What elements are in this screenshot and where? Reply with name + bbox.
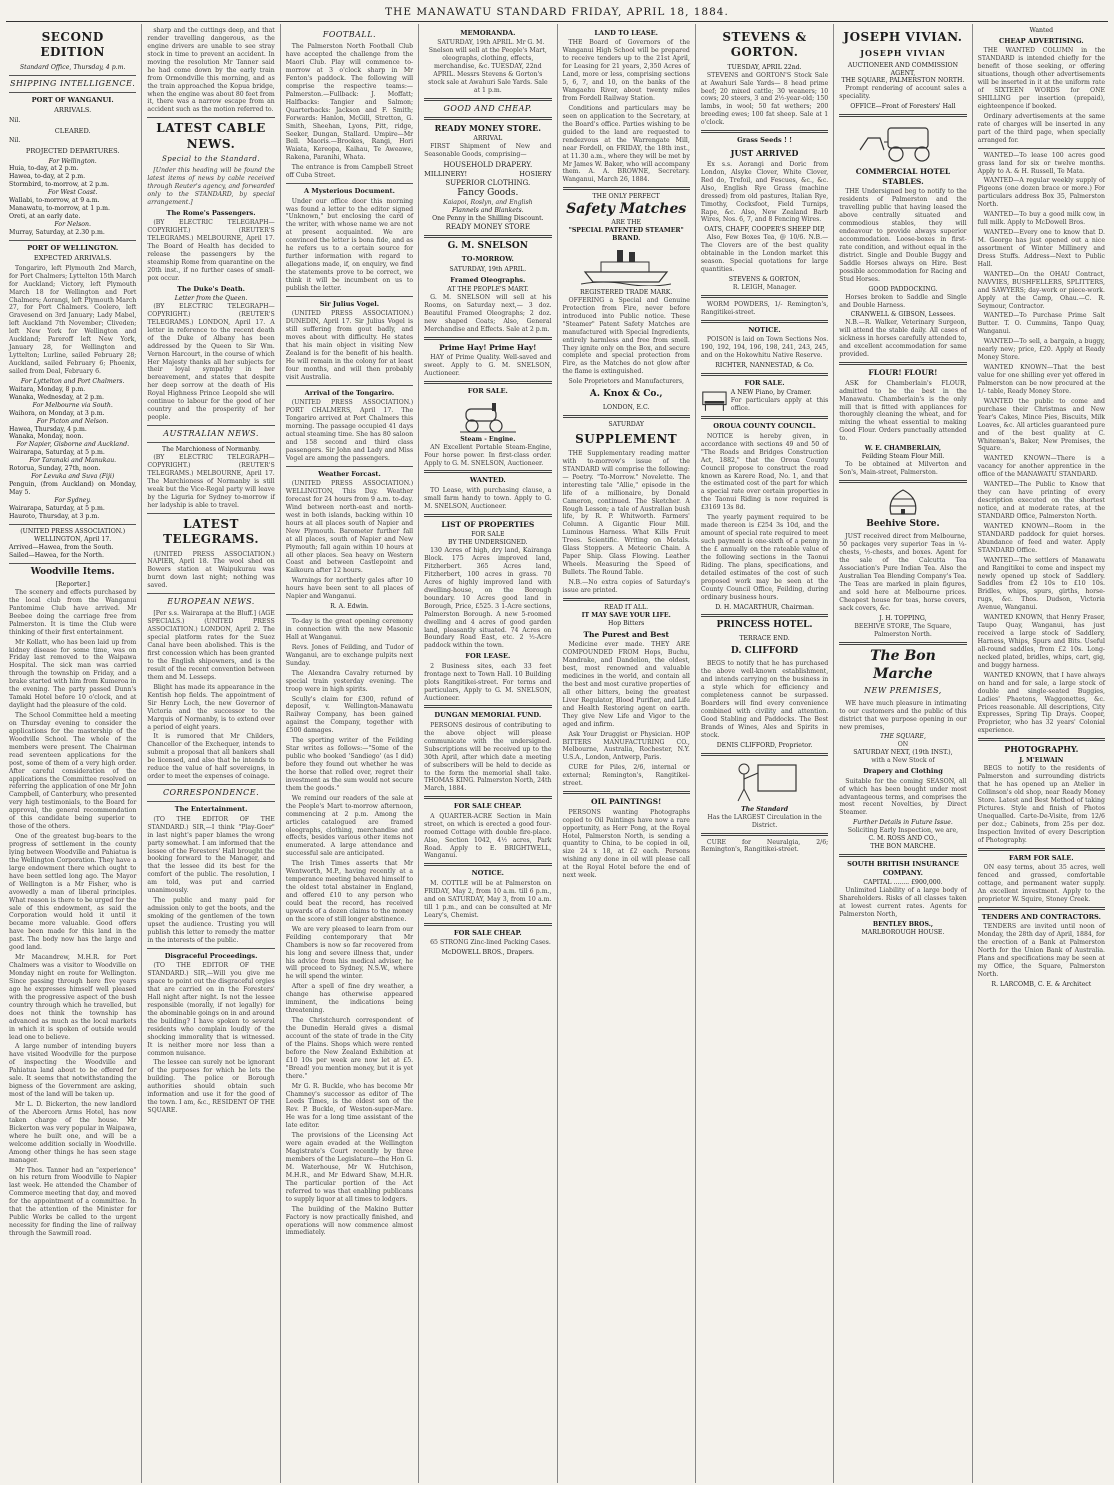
for-wellington: For Wellington. <box>48 157 97 165</box>
football-heading: FOOTBALL. <box>322 30 377 39</box>
sailed-line: Sailed—Hawea, for the North. <box>9 551 104 559</box>
article-text: We remind our readers of the sale at the People's Mart to-morrow afternoon, commencing at 2 p.m. Among the articles catalogued are framed oleographs, clothing, merchandise and effects, besides various other items not enumerated. A large attendance and successful sale are anticipated. <box>285 794 414 858</box>
ad-text: To be obtained at Milverton and Son's, Main-street, Palmerston. <box>839 461 967 476</box>
ad-text: THE Board of Governors of the Wanganui High School will be prepared to receive tenders up to the 21st April, for Leasing for 21 years, 2,350 Acres of Land, more or less, comprising sections 5, 6, 7, and 10, on the banks of the Wangaehu River, about twenty miles from Fordell Railway Station. <box>562 39 690 102</box>
steam-engine-illustration <box>460 399 516 433</box>
for-lyttelton: For Lyttelton and Port Chalmers. <box>20 377 125 385</box>
chamberlain-signature: W. E. CHAMBERLAIN, <box>864 445 942 453</box>
safety-matches-heading: Safety Matches <box>566 201 687 218</box>
shipping-text: Tongariro, left Plymouth 2nd March, for Port Chalmers; Lyttelton 15th March for Auckland; Victory, left Plymouth March 18 for Wellington and Port Chalmers; Aorangi, left Plymouth March 27, for Port Chalmers. Coolero, left Gravesend on 3rd January; Lady Mabel, left Auckland 7th November; Cliveden; left New York for Wellington and Auckland; Pareroff left New York, January 28, for Wellington and Lyttelton; Lurline, sailed February 28; Auckland, sailed February 6; Phoenix, sailed from Deal, February 6. <box>9 264 137 375</box>
ad-text: BEGS to notify to the residents of Palmerston and surrounding districts that he has opened up an Atelier in Collinson's old shop, near Ready Money Store. Latest and Best Method of taking Pictures. Style and finish of Photos Unequalled. Carte-De-Visite, from 12/6 per doz.; Cabinets, from 25s per doz. Inspection Invited of every Description of Photography. <box>977 765 1105 844</box>
wanted-heading: WANTED. <box>469 476 506 485</box>
article-text: The public and many paid for admission only to get the boots, and the smoking of the gentlemen of the town upset the audience. Trusting you will publish this letter to remedy the matter in the interests of the public. <box>147 897 275 944</box>
ad-text: WANTED KNOWN—Room in the STANDARD paddock for quiet horses. Abundance of feed and water. Apply STANDARD Office. <box>977 522 1105 554</box>
mystery-heading: A Mysterious Document. <box>303 187 395 196</box>
article-text: Mr L. D. Bickerton, the new landlord of the Abercorn Arms Hotel, has now taken charge of the house. Mr Bickerton was very popular in Waipawa, where he built one, and will be a welcome addition socially in Woodville. Among other things he has seen stage manager. <box>9 1101 137 1164</box>
clifford-heading: D. CLIFFORD <box>730 645 799 656</box>
ad-text: THE Supplementary reading matter with to-morrow's issue of the STANDARD will comprise the following:— Poetry. "To-Morrow." Novelette. The interesting tale "Allie," episode in the life of a millionaire, by Donald Cameron, continued. The Sketcher. A Rough Lesson; a tale of Australian bush life, by R. P. Whitworth. Farmers' Column. A Gigantic Flour Mill. Luminous Harness. What Kills Fruit Trees. Scientific. Writing on Metals. Glass Stoppers. A Meteoric Chain. A Paper Ship. Glass Flowing. Leather Wheels. Measuring the Speed of Bullets. The Round Table. <box>562 449 690 577</box>
terrace-end: TERRACE END. <box>739 634 790 642</box>
clifford-signature: DENIS CLIFFORD, Proprietor. <box>716 741 813 749</box>
ad-text: TO Lease, with purchasing clause, a small farm handy to town. Apply to G. M. SNELSON, Auctioneer. <box>424 486 552 510</box>
ad-text: CURE for Neuralgia, 2/6; Remington's, Rangitikei-street. <box>700 838 829 854</box>
ad-text: A QUARTER-ACRE Section in Main street, on which is erected a good four-roomed Cottage with double fire-place. Also, Section 1042, 4½ acres, Park Road. Apply to E. BRIGHTWELL, Wanganui. <box>424 812 552 860</box>
ad-text: WANTED—To buy a good milk cow, in full milk. Apply to McDowell Bros. <box>977 211 1105 227</box>
departure-line: Wanaka, Wednesday, at 2 p.m. <box>9 393 104 401</box>
column-7 <box>834 24 972 1483</box>
for-lease-heading: FOR LEASE. <box>465 652 511 661</box>
memoranda-heading: MEMORANDA. <box>460 29 516 37</box>
fancy-goods: Fancy Goods. <box>457 187 519 198</box>
projected-label: PROJECTED DEPARTURES. <box>25 147 120 156</box>
departure-line: Oreti, at an early date. <box>9 213 81 221</box>
ross-signature: C. M. ROSS AND CO., <box>868 835 938 843</box>
ad-text: WANTED—The settlers of Manawatu and Rangitikei to come and inspect my newly opened up stock of Saddlery. Saddles from £2 10s to £10 10s. Bridles, whips, spurs, girths, horse-rugs, &c. Thos. Dudson, Victoria Avenue, Wanganui. <box>977 556 1105 612</box>
steamer-trademark-illustration <box>581 246 671 286</box>
the-square: THE SQUARE, <box>879 733 926 741</box>
ad-text: STEVENS and GORTON'S Stock Sale at Awahuri Sale Yards— 8 head prime beef; 20 mixed cattle; 30 weaners; 10 cows; 20 steers, 3 and 2½-year-old; 150 lambs, in wool; 50 fat wethers; 200 breeding ewes; 100 fat sheep. Sale at 1 o'clock. <box>700 71 829 127</box>
marchioness-heading: The Marchioness of Normanby. <box>162 446 261 454</box>
ad-text: TENDERS are invited until noon of Monday, the 28th day of April, 1884, for the erection of a Bank at Palmerston North for the Union Bank of Australia. Plans and specifications may be seen at my Office, the Square, Palmerston North. <box>977 923 1105 978</box>
article-text: Mr G. R. Buckle, who has become Mr Chamney's successor as editor of The Leeds Times, is the oldest son of the Rev. P. Buckle, of Weston-super-Mare. He was for a long time assistant of the late editor. <box>285 1082 414 1130</box>
cranwell-signature: CRANWELL & GIBSON, Lessees. <box>850 311 956 319</box>
coach-illustration <box>858 120 948 164</box>
macarthur-signature: D. H. MACARTHUR, Chairman. <box>715 603 814 611</box>
ad-text: WANTED—The Public to Know that they can have printing of every description executed on the shortest notice, and at moderate rates, at the STANDARD Office, Palmerston North. <box>977 481 1105 520</box>
ad-text: WANTED KNOWN, that I have always on hand and for sale, a large stock of double and single-seated Buggies, Ladies' Phaetons, Waggonettes, &c. Prices reasonable. All descriptions, City Expresses, Spring Tip Drays. Cooper, Proprietor, who has 32 years' Colonial experience. <box>977 671 1105 735</box>
stevens-gorton-heading: STEVENS & GORTON. <box>722 30 807 60</box>
article-text: [Under this heading will be found the latest items of news by cable received through Reuter's agency, and forwarded only to the STANDARD, by special arrangement.] <box>147 166 275 206</box>
new-premises: NEW PREMISES, <box>864 686 942 696</box>
departure-line: Hawea, Thursday, 4 p.m. <box>9 425 87 433</box>
south-british-heading: SOUTH BRITISH INSURANCE COMPANY. <box>847 860 959 877</box>
article-text: The Irish Times asserts that Mr Wentworth, M.P., having recently at a temperance meeting behaved himself to the oldest total abstainer in England, and offered £10 to any person who could beat the record, has received upwards of a dozen claims to the money on the score of still longer abstinence. <box>285 860 414 923</box>
ad-text: WANTED—Every one to know that D. M. George has just opened out a nice assortment of Winter Millinery and Dress Stuffs. Address—Next to Public Hall. <box>977 229 1105 268</box>
topping-signature: J. H. TOPPING, <box>879 614 927 622</box>
ad-text: WE have much pleasure in intimating to our customers and the public of this district that we purpose opening in our new premises, <box>839 699 967 731</box>
one-penny: One Penny in the Shilling Discount. <box>432 215 544 223</box>
ad-text: WANTED KNOWN, that Henry Fraser, Taupo Quay, Wanganui, has just received a large stock of Saddlery, Harness, Whips, Spurs and Bits. Useful all-round saddles, from £2 10s. Long-necked plated, bridles, whips, cart, gig, and buggy harness. <box>977 614 1105 669</box>
column-8 <box>973 24 1110 1483</box>
ad-text: Unlimited Liability of a large body of Shareholders. Risks of all classes taken at lowest current rates. Agents for Palmerston North, <box>839 886 967 918</box>
trade-mark: REGISTERED TRADE MARK. <box>580 288 673 296</box>
worm-powders: WORM POWDERS, 1/- Remington's, Rangitikei-street. <box>700 300 829 316</box>
stevens-signature: STEVENS & GORTON, <box>728 276 801 284</box>
weather-heading: Weather Forcast. <box>318 469 381 478</box>
grass-seeds-heading: Grass Seeds ! ! <box>737 136 793 145</box>
correspondence-heading: CORRESPONDENCE. <box>162 788 260 798</box>
columns <box>4 24 1110 1483</box>
article-text: The entrance is from Campbell Street off Cuba Street. <box>285 164 414 180</box>
household-drapery: HOUSEHOLD DRAPERY. <box>443 161 533 170</box>
bon-marche-heading: The Bon Marche <box>870 647 936 682</box>
for-picton: For Picton and Nelson. <box>36 417 109 425</box>
article-text: The Alexandra Cavalry returned by special train yesterday evening. The troop were in high spirits. <box>285 669 414 693</box>
ad-text: Medicine ever made. THEY ARE COMPOUNDED FROM Hops, Buchu, Mandrake, and Dandelion, the oldest, best, most renowned and valuable medicines in the world, and contain all the best and most curative properties of all other bitters, being the greatest Liver Regulator, Blood Purifier, and Life and Health Restoring agent on earth. They give New Life and Vigor to the aged and infirm. <box>562 641 690 728</box>
cable-news-heading: LATEST CABLE NEWS. <box>156 121 266 151</box>
only-perfect: THE ONLY PERFECT <box>592 193 660 201</box>
nil-arrivals: Nil. <box>9 116 21 124</box>
ad-text: THE WANTED COLUMN in the STANDARD is intended chiefly for the benefit of those seeking, or offering situations, though other advertisements will be inserted in it at the uniform rate of SIXTEEN WORDS for ONE SHILLING per insertion (prepaid), eighteenpence if booked. <box>977 47 1105 110</box>
article-text: After a spell of fine dry weather, a change has otherwise appeared imminent, the indications being threatening. <box>285 983 414 1015</box>
ad-text: with a New Stock of <box>871 757 935 765</box>
departure-line: Stormbird, to-morrow, at 2 p.m. <box>9 181 109 189</box>
article-text: sharp and the cuttings deep, and that render travelling dangerous, as the engine drivers are unable to see stray stock in time to prevent an accident. In moving the resolution Mr Tanner said he had come down by the early train from Ormondville this morning, and as the train approached the Kopua bridge, when the engine was about 80 feet from it, there was a narrow escape from an accident such as the motion referred to. <box>147 27 275 114</box>
dukes-death: The Duke's Death. <box>177 284 245 293</box>
port-wellington: PORT OF WELLINGTON. <box>27 243 119 252</box>
prime-hay-heading: Prime Hay! Prime Hay! <box>439 342 537 352</box>
bon-marche-signature: THE BON MARCHE. <box>870 843 936 851</box>
ad-text: Has the LARGEST Circulation in the District. <box>707 813 822 829</box>
further-details: Further Details in Future Issue. <box>853 819 953 827</box>
ad-text: WANTED—To sell, a bargain, a buggy, nearly new; price, £20. Apply at Ready Money Store. <box>977 338 1105 362</box>
column-6 <box>696 24 834 1483</box>
capital-label: CAPITAL ........ £900,000. <box>863 878 943 886</box>
reporter-credit: [Reporter.] <box>55 581 90 589</box>
save-life: IT MAY SAVE YOUR LIFE. <box>581 611 671 619</box>
expected-label: EXPECTED ARRIVALS. <box>33 254 112 263</box>
shipping-heading: SHIPPING INTELLIGENCE. <box>10 78 136 88</box>
article-text: (BY ELECTRIC TELEGRAPH—COPYRIGHT.) (REUTER'S TELEGRAMS.) LONDON, April 17. A letter in reference to the recent death of the Duke of Albany has been addressed by the Queen to Sir Wm. Vernon Harcourt, in the course of which Her Majesty thanks all her subjects for their loyal sympathy in her bereavement, and states that despite her deep sorrow at the death of His Royal Highness Prince Leopold she will continue to labour for the good of her country and the prosperity of her people. <box>147 302 275 422</box>
departure-line: Wairarapa, Saturday, at 5 p.m. <box>9 449 105 457</box>
tongariro-heading: Arrival of the Tongariro. <box>304 388 395 397</box>
ad-text: ON <box>897 741 909 749</box>
departure-line: Rotorua, Sunday, 27th, noon. <box>9 465 101 473</box>
port-wanganui: PORT OF WANGANUI. <box>31 95 114 104</box>
ad-text: M. COTTLE will be at Palmerston on FRIDAY, May 2, from 10 a.m. till 6 p.m., and on SATURDAY, May 3, from 10 a.m. till 1 p.m., and can be consulted at Mr Leary's, Chemist. <box>424 879 552 919</box>
article-text: The sporting writer of the Feilding Star writes as follows:—"Some of the public who booked 'Sandiego' (as I did) before they found out whether he was the horse that rolled over, regret their investment as the sum would not secure them the goods." <box>285 737 414 792</box>
dateline: Standard Office, Thursday, 4 p.m. <box>19 63 126 71</box>
ad-text: WANTED KNOWN—There is a vacancy for another apprentice in the office of the MANAWATU STANDARD. <box>977 455 1105 479</box>
ad-text: WANTED—To Purchase Prime Salt Butter. T. O. Cummins, Tanpo Quay, Wanganui. <box>977 312 1105 336</box>
article-text: (BY ELECTRIC TELEGRAPH—COPYRIGHT.) (REUTER'S TELEGRAMS.) MELBOURNE, April 17. The Board of Health has decided to release the passengers by the steamship Rome from quarantine on the 20th inst., if no further cases of small-pox occur. <box>147 219 275 282</box>
land-lease-heading: LAND TO LEASE. <box>594 29 658 37</box>
for-napier: For Napier, Gisborne and Auckland. <box>16 441 130 449</box>
ad-text: N.B.—R. Walker, Veterinary Surgeon, will attend the stable daily. All cases of sickness in horses carefully attended to, and excellent accommodation for same provided. <box>839 319 967 359</box>
departure-line: Waitara, Monday, 8 p.m. <box>9 385 86 393</box>
article-text: We are very pleased to learn from our Feilding contemporary that Mr Chambers is now so far recovered from his long and severe illness that, under his advice from his medical adviser, he will proceed to Sydney, N.S.W., where he will spend the winter. <box>285 925 414 981</box>
ad-text: ON easy terms, about 35 acres, well fenced and grassed, comfortable cottage, and permanent water supply. An excellent investment. Apply to the proprietor W. Squire, Stoney Creek. <box>977 864 1105 903</box>
masthead: THE MANAWATU STANDARD FRIDAY, APRIL 18, 1884. <box>6 0 1108 22</box>
oil-paintings-heading: OIL PAINTINGS! <box>591 797 662 807</box>
article-text: [Per s.s. Wairarapa at the Bluff.] (AGE SPECIALS.) (UNITED PRESS ASSOCIATION.) LONDON, April 2. The special platform rates for the Suez Canal have been abolished. This is the first concession which has been granted to the English shipowners, and is the result of the recent convention between them and M. Lesseps. <box>147 610 275 681</box>
superior-clothing: SUPERIOR CLOTHING. <box>445 178 531 187</box>
article-text: Blight has made its appearance in the Kentish hop fields. The appointment of Sir Henry Loch, the new Governor of Victoria and the successor to the Marquis of Normanby, is to extend over a period of eight years. <box>147 683 275 731</box>
beehive-heading: Beehive Store. <box>866 518 940 529</box>
ad-text: ASK for Chamberlain's FLOUR, admitted to be the best in the Manawatu. Chamberlain's is the only mill that is fitted with appliances for thoroughly cleaning the wheat, and for mixing the wheat essential to making Good Flour. Orders punctually attended to. <box>839 379 967 443</box>
nil-cleared: Nil. <box>9 137 21 145</box>
romes-passengers: The Rome's Passengers. <box>166 208 256 217</box>
ad-text: PERSONS desirous of contributing to the above object will please communicate with the undersigned. Subscriptions will be received up to the 30th April, after which date a meeting of subscribers will be held to decide as to the form the memorial shall take. THOMAS KING. Palmerston North, 24th March, 1884. <box>424 721 552 793</box>
just-arrived: JUST ARRIVED <box>730 147 799 158</box>
arrivals-label: ARRIVALS. <box>54 106 92 115</box>
vivian-heading: JOSEPH VIVIAN. <box>843 30 963 44</box>
article-text: (BY ELECTRIC TELEGRAPH—COPYRIGHT.) (REUTER'S TELEGRAMS.) MELBOURNE, April 17. The Marchioness of Normanby is still weak but the Vice-Regal party will leave by the Liguria for Sydney to-morrow if her ladyship is able to travel. <box>147 454 275 509</box>
for-sale-heading: FOR SALE. <box>744 378 785 387</box>
special-standard: Special to the Standard. <box>161 155 261 164</box>
article-text: Mr Kollatt, who has been laid up from kidney disease for some time, was on Friday last removed to the Waipawa Hospital. The sick man was carried through the township on Friday, and a brake started with him from Kumeroa in the evening. The party passed Dunn's Tamaki Hotel before 10 o'clock, and at daylight had the pleasure of the cold. <box>9 638 137 710</box>
departure-line: Wallabi, to-morrow, at 9 a.m. <box>9 197 100 205</box>
article-text: Mr Macandrew, M.H.R. for Port Chalmers was a visitor to Woodville on Monday night en route for Wellington. Since passing through here five years ago he expresses himself well pleased with the progressive aspect of the bush country through which he travelled, but does not think the township has advanced as much as the local markets in which it is spoken of outside would lead one to believe. <box>9 954 137 1041</box>
article-text: The building of the Makino Butter Factory is now practically finished, and operations will now commence almost immediately. <box>285 1205 414 1237</box>
oroua-heading: OROUA COUNTY COUNCIL. <box>713 422 816 431</box>
steam-engine-label: Steam - Engine. <box>460 435 516 443</box>
for-sale-cheap: FOR SALE CHEAP. <box>453 802 522 811</box>
ad-text: 2 Business sites, each 33 feet frontage next to Town Hall. 10 Building plots Rangitikei-street. For terms and particulars, Apply to G. M. SNELSON, Auctioneer. <box>424 662 552 702</box>
ad-text: Ordinary advertisements at the same rate of charges will be inserted in any part of the third page, when specially arranged for. <box>977 112 1105 144</box>
peoples-mart: AT THE PEOPLE'S MART. <box>447 286 529 294</box>
ad-text: AN Excellent Portable Steam-Engine, Four horse power. In first-class order. Apply to G. M. SNELSON, Auctioneer. <box>424 443 552 467</box>
column-2 <box>142 24 280 1483</box>
ad-text: Ex s.s. Aorangi and Doric from London, Alsyke Clover, White Clover, Red do, Trefoil, and Fescues, &c., &c. Also, English Rye Grass (machine dressed) from old pastures, Italian Rye, Timothy, Cocksfoot, Field Turnips, Rape, &c. Also, New Zealand Barb Wires, Nos. 6, 7, and 8 Fencing Wires. <box>700 160 829 224</box>
are-the: ARE THE <box>611 219 642 227</box>
beehive-illustration <box>883 486 923 516</box>
drapery-clothing: Drapery and Clothing <box>863 767 943 776</box>
ad-text: WANTED—To lease 100 acres good grass land for six or twelve months. Apply to A. & H. Russell, Te Mata. <box>977 151 1105 175</box>
photography-heading: PHOTOGRAPHY. <box>1004 744 1079 755</box>
departure-line: Wairarapa, Saturday, at 5 p.m. <box>9 504 105 512</box>
cleared-label: CLEARED. <box>54 126 91 135</box>
ad-text: THE Undersigned beg to notify to the residents of Palmerston and the travelling public that having leased the above centrally situated and commodious stables, they will endeavour to provide always superior accommodation. Loose-boxes in first-rate condition, and without equal in the district. Single and Double Buggy and Saddle Horses always on Hire. Best possible accommodation for Racing and Stud Horses. <box>839 188 967 283</box>
ad-text: HAY of Prime Quality. Well-saved and sweet. Apply to G. M. SNELSON, Auctioneer. <box>424 354 552 378</box>
ad-text: Horses broken to Saddle and Single and Double Harness. <box>839 293 967 309</box>
supplement-heading: SUPPLEMENT <box>575 431 678 446</box>
latest-telegrams-heading: LATEST TELEGRAMS. <box>163 516 259 547</box>
ad-text: WANTED—A regular weekly supply of Pigeons (one dozen brace or more.) For particulars address Box 35, Palmerston North. <box>977 177 1105 209</box>
list-properties-heading: LIST OF PROPERTIES <box>441 519 535 529</box>
ad-text: The yearly payment required to be made thereon is £254 3s 10d, and the amount of special rate required to meet such payment is one-sixth of a penny in the £ annually on the rateable value of the following sections in the Taonui Riding. The plans, specifications, and detailed estimates of the cost of such proposed work may be seen at the County Council Office, Feilding, during ordinary business hours. <box>700 514 829 601</box>
standard-herald-illustration <box>730 759 800 803</box>
ad-text: BEEHIVE STORE, The Square, Palmerston North. <box>854 622 952 638</box>
for-sale-2: FOR SALE <box>471 531 505 539</box>
for-nelson: For Nelson. <box>54 221 91 229</box>
article-text: (UNITED PRESS ASSOCIATION.) NAPIER, April 18. The wool shed on Bowers station at Waipukurau was burnt down last night; nothing was saved. <box>147 550 275 590</box>
article-text: (UNITED PRESS ASSOCIATION.) DUNEDIN, April 17. Sir Julius Vogel is still suffering from gout badly, and moves about with difficulty. He states that his main object in visiting New Zealand is for the benefit of his health. He will remain in the colony for at least four months, and will then probably visit Australia. <box>285 310 414 381</box>
dungan-heading: DUNGAN MEMORIAL FUND. <box>434 711 542 720</box>
ad-text: G. M. SNELSON will sell at his Rooms, on Saturday next,— 3 doz. Beautiful Framed Oleographs; 2 doz. new shaped Coats; Also, General Merchandise and Effects. Sale at 2 p.m. <box>424 294 552 333</box>
signature: R. A. Edwin. <box>330 603 369 611</box>
ready-money-heading: READY MONEY STORE. <box>434 123 541 134</box>
for-sydney: For Sydney. <box>54 496 91 504</box>
article-text: Revs. Jones of Feilding, and Tudor of Wanganui, are to exchange pulpits next Sunday. <box>285 643 414 667</box>
hosiery-label: HOSIERY <box>519 170 552 179</box>
auctioneer-label: AUCTIONEER AND COMMISSION AGENT, <box>847 61 959 77</box>
article-text: Under our office door this morning was found a letter to the editor signed "Unknown," but enclosing the card of the writer, with whose name we are not at present acquainted. We are convinced the letter is bona fide, and as he refers us to a certain source for further information with regard to allegations made, if, on enquiry, we find the statements prove to be correct, we think it will be incumbent on us to publish the letter. <box>285 197 414 292</box>
for-levuka: For Levuka and Suva (Fiji) <box>31 473 115 481</box>
column-1 <box>4 24 142 1483</box>
ad-text: WANTED KNOWN—That the best value for one shilling ever yet offered in Palmerston can be now procured at the 1/- table, Ready Money Store. <box>977 364 1105 395</box>
article-text: (UNITED PRESS ASSOCIATION.) WELLINGTON, This Day. Weather forecast for 24 hours from 9 a.m. to-day. Wind between north-east and north-west in both islands, backing within 10 hours at all places south of Napier and New Plymouth. Barometer further fall at all places, south of Napier and New Plymouth; fall again within 10 hours at all other places. Sea heavy on Western Coast and between Castlepoint and Kaikoura after 12 hours. <box>285 480 414 575</box>
vivian-name: JOSEPH VIVIAN <box>860 48 946 59</box>
bentley-signature: BENTLEY BROS., <box>872 920 934 928</box>
arrival-label: ARRIVAL <box>473 135 503 143</box>
ad-text: Sole Proprietors and Manufacturers, <box>568 378 685 386</box>
departure-line: Hawea, to-day, at 2 p.m. <box>9 173 86 181</box>
larcomb-signature: R. LARCOMB, C. E. & Architect <box>991 980 1092 988</box>
purest-heading: The Purest and Best <box>583 629 669 639</box>
arrived-line: Arrived—Hawea, from the South. <box>9 543 114 551</box>
article-text: The scenery and effects purchased by the local club from the Wanganui Pantomime Club have arrived. Mr Beebee doing the carriage free from Palmerston. It is time the Club were thinking of their first entertainment. <box>9 588 137 636</box>
european-news-heading: EUROPEAN NEWS. <box>167 597 255 607</box>
flannels-blankets: Flannels and Blankets. <box>452 207 524 215</box>
notice-heading: NOTICE. <box>748 325 781 334</box>
london-label: LONDON, E.C. <box>602 403 650 411</box>
for-sale-cheap-2: FOR SALE CHEAP. <box>453 928 522 937</box>
press-association: (UNITED PRESS ASSOCIATION.) <box>20 527 126 535</box>
ad-text: Ask Your Druggist or Physician. HOP BITTERS MANUFACTURING CO., Melbourne, Australia, Rochester, N.Y. U.S.A., London, Antwerp, Paris. <box>562 730 690 762</box>
richter-signature: RICHTER, NANNESTAD, & Co. <box>715 362 814 370</box>
letter-queen: Letter from the Queen. <box>174 295 248 303</box>
commercial-hotel-heading: COMMERCIAL HOTEL STABLES. <box>855 167 951 186</box>
wellington-date: WELLINGTON, April 17. <box>34 535 112 543</box>
flour-heading: FLOUR! FLOUR! <box>868 368 938 378</box>
saturday-label: SATURDAY <box>608 420 644 428</box>
article-text: It is rumored that Mr Childers, Chancellor of the Exchequer, intends to submit a proposal that all bankers shall be licensed, and also that he intends to reduce the value of half sovereigns, in order to meet the expenses of coinage. <box>147 733 275 781</box>
ad-text: Soliciting Early Inspection, we are, <box>847 827 959 835</box>
the-standard-label: The Standard <box>741 805 789 813</box>
ad-text: WANTED—On the OHAU Contract, NAVVIES, BUSHFELLERS, SPLITTERS, and SAWYERS; day-work or piece-work. Apply at the Camp, Ohau.—C. R. Seymour, Contractor. <box>977 270 1105 310</box>
ad-text: BEGS to notify that he has purchased the above well-known establishment, and intends carrying on the business in a style which for efficiency and completeness cannot be surpassed. Boarders will find every convenience combined with civility and attention. Good Stabling and Paddocks. The Best Brands of Wines, Ales and Spirits in stock. <box>700 660 829 739</box>
ready-money-store: READY MONEY STORE <box>445 222 531 231</box>
departure-line: Huia, to-day, at 2 p.m. <box>9 165 79 173</box>
for-sale-heading: FOR SALE. <box>467 387 508 396</box>
tuesday-date: TUESDAY, APRIL 22nd. <box>727 63 802 71</box>
notice-heading: NOTICE. <box>471 869 504 878</box>
article-text: The lessee can surely not be ignorant of the purposes for which he lets the building. The police or Borough authorities should obtain such information and use it for the good of the town. I am, &c., RESIDENT OF THE SQUARE. <box>147 1059 275 1115</box>
ad-text: NOTICE is hereby given, in accordance with sections 49 and 50 of "The Roads and Bridges Construction Act, 1882," that the Oroua County Council propose to construct the road known as Karere Road, No. 1, and that the estimated cost of the part for which a special rate over certain properties in the Taonui Riding is now required is £3169 13s 8d. <box>700 432 829 512</box>
ad-text: CURE for Piles, 2/6, internal or external; Remington's, Rangitikei-street. <box>562 764 690 788</box>
article-text: The Palmerston North Football Club have accepted the challenge from the Maori Club. Play will commence to-morrow at 3 o'clock sharp in Mr Fenton's paddock. The following will comprise the respective teams:— Palmerston.—Fullback: J. Moffatt; Halfbacks: Tangier and Salmon; Quarterbacks: Jackson and F. Smith; Forwards: Hanlon, McGill, Stretton, G. Smith, Sheehan, Lyons, Pitt, ridge, Seeker, Dungan, Stallard. Umpire—Mr Bell. Maoris.—Brookes, Rangi, Hori Waiata, Kereopa, Kaihau, Te Aweawe, Rakena, Paranihi, Whata. <box>285 43 414 162</box>
column-5 <box>558 24 696 1483</box>
departure-line: Manawatu, to-morrow, at 1 p.m. <box>9 205 110 213</box>
departure-line: Waihora, on Monday, at 3 p.m. <box>9 409 105 417</box>
entertainment-heading: The Entertainment. <box>174 805 248 814</box>
read-it-all: READ IT ALL. <box>604 603 649 611</box>
for-taranaki: For Taranaki and Manukau. <box>29 457 117 465</box>
farm-sale-heading: FARM FOR SALE. <box>1009 853 1074 862</box>
saturday-next: SATURDAY NEXT, (19th INST.), <box>853 749 953 757</box>
ad-text: R. LEIGH, Manager. <box>732 283 797 291</box>
marlborough-house: MARLBOROUGH HOUSE. <box>861 928 945 936</box>
disgraceful-heading: Disgraceful Proceedings. <box>164 951 258 960</box>
knox-heading: A. Knox & Co., <box>589 389 663 400</box>
departure-line: Murray, Saturday, at 2.30 p.m. <box>9 228 105 236</box>
australian-news-heading: AUSTRALIAN NEWS. <box>163 429 259 439</box>
woodville-heading: Woodville Items. <box>30 566 115 577</box>
snelson-heading: G. M. SNELSON <box>447 240 528 251</box>
special-patented: "SPECIAL PATENTED STEAMER" BRAND. <box>568 227 684 243</box>
ad-text: Prompt rendering of account sales a speciality. <box>839 85 967 101</box>
departure-line: Hauroto, Thursday, at 3 p.m. <box>9 512 100 520</box>
ad-text: For particulars apply at this office. <box>730 397 829 413</box>
mcdowell-signature: McDOWELL BROS., Drapers. <box>441 948 535 956</box>
saturday-date: SATURDAY, 19th APRIL. <box>449 265 527 273</box>
article-text: (TO THE EDITOR OF THE STANDARD.) SIR,—Will you give me space to point out the disgraceful orgies that are carried on in the Foresters' Hall night after night. Is not the lessee responsible (morally, if not legally) for the abominable goings on in and around the building? I have spoken to several residents who complain loudly of the shocking immorality that is witnessed. It is neither more nor less than a common nuisance. <box>147 962 275 1057</box>
for-west-coast: For West Coast. <box>47 189 98 197</box>
princess-hotel-heading: PRINCESS HOTEL. <box>716 620 813 631</box>
feilding-mill: Feilding Steam Flour Mill. <box>861 453 945 461</box>
tenders-heading: TENDERS AND CONTRACTORS. <box>981 912 1101 921</box>
ad-text: JUST received direct from Melbourne, 50 packages very superior Teas in ¼-chests, ½-chests, and boxes. Agent for the sale of the Calcutta Tea Association's Pure Indian Tea. Also the Australian Tea Blending Company's Tea. The Teas are marked in plain figures, and sold here at Melbourne prices. Cheapest house for teas, horse covers, sack covers, &c. <box>839 533 967 612</box>
departure-line: Wanaka, Monday, noon. <box>9 433 84 441</box>
ad-text: OFFERING a Special and Genuine Protection from Fire, never before introduced into Public notice. These "Steamer" Patent Safety Matches are manufactured with Special Ingredients, entirely harmless and free from smell. They ignite only on the Box, and secure complete and special protection from Fire, as the Matches do not glow after the flame is extinguished. <box>562 296 690 376</box>
ad-text: 130 Acres of high, dry land, Kairanga Block. 175 Acres improved land, Fitzherbert. 365 Acres land, Fitzherbert, 100 acres in grass. 70 Acres of highly improved land with dwelling-house, on the Borough boundary. 10 Acres good land in Borough, Price, £525. 3 1-Acre sections, Palmerston Borough. A new 5-roomed dwelling and 4 acres of good garden land, pleasantly situated. 74 Acres on Boundary Road East, etc. 2 ½-Acre paddock within the town. <box>424 547 552 650</box>
by-undersigned: BY THE UNDERSIGNED. <box>448 539 528 547</box>
article-text: (TO THE EDITOR OF THE STANDARD.) SIR,—I think "Play-Goer" in last night's paper blames the wrong party somewhat. I am informed that the lessee of the Foresters' Hall brought the booking forward to the Manager, and that the lessee did its best for the comfort of the public. The resolution, I am told, was put and carried unanimously. <box>147 815 275 895</box>
column-3 <box>281 24 419 1483</box>
hop-bitters: Hop Bitters <box>608 619 645 627</box>
tomorrow-label: TO-MORROW. <box>461 255 514 264</box>
piano-ad: A NEW Piano, by Cramer. <box>730 389 812 397</box>
oats-label: OATS, CHAFF, COOPER'S SHEEP DIP, <box>704 226 825 234</box>
article-text: The School Committee held a meeting on Thursday evening to consider the applications for the mastership of the Woodville School. The whole of the members were present. The Chairman read seventeen applications for the post, some of them of a very high order. After careful consideration of the applications the Committee resolved on referring the application of one Mr John Campbell, of Canterbury, who presented very high testimonials, to the Board for approval, the general recommendation of this candidate being superior to those of the others. <box>9 712 137 831</box>
oleographs-label: Framed Oleographs. <box>450 275 526 284</box>
article-text: The Christchurch correspondent of the Dunedin Herald gives a dismal account of the state of trade in the City of the Plains. Shops which were rented before the New Zealand Exhibition at £10 10s per week are now let at £5. "Bread! you mention money, but it is yet there." <box>285 1017 414 1080</box>
ad-text: Kaiapoi, Roslyn, and English <box>442 199 533 207</box>
wanted-label: Wanted <box>1029 27 1054 34</box>
ad-text: FIRST Shipment of New and Seasonable Goods, comprising— <box>424 143 552 159</box>
ad-text: Also, Few Boxes Tea, @ 10/6. N.B.—The Clovers are of the best quality obtainable in the London market this season. Special quotations for large quantities. <box>700 234 829 274</box>
column-4 <box>419 24 557 1483</box>
mclwain-name: J. M'ELWAIN <box>1019 757 1064 765</box>
ad-text: WANTED the public to come and purchase their Christmas and New Year's Cakes, Mince Pies, Biscuits, Milk Loaves, &c. All articles guaranteed pure and of the best quality at C. Whiteman's, Baker, New Premises, the Square. <box>977 397 1105 453</box>
article-text: A large number of intending buyers have visited Woodville for the purpose of inspecting the Woodville and Pahiatua land about to be offered for sale. It seems that notwithstanding the bigness of the Government are asking, most of the land will be taken up. <box>9 1043 137 1099</box>
ad-text: 65 STRONG Zinc-lined Packing Cases. <box>430 938 551 946</box>
ad-text: Suitable for the coming SEASON, all of which has been bought under most advantageous terms, and comprises the most recent Novelties, by Direct Steamer. <box>839 777 967 817</box>
square-address: THE SQUARE, PALMERSTON NORTH. <box>841 77 965 85</box>
piano-illustration <box>701 389 728 413</box>
millinery-label: MILLINERY! <box>424 170 468 179</box>
office-address: OFFICE—Front of Foresters' Hall <box>850 103 956 111</box>
departure-line: Penguin, (from Auckland) on Monday, May 5. <box>9 481 137 497</box>
ad-text: POISON is laid on Town Sections Nos. 190, 192, 194, 196, 198, 241, 243, 245, and on the Hokowhitu Native Reserve. <box>700 336 829 360</box>
second-edition-heading: SECOND EDITION <box>40 30 105 60</box>
article-text: Warnings for northerly gales after 10 hours have been sent to all places of Napier and Wanganui. <box>285 577 414 601</box>
article-text: Mr Thos. Tanner had an "experience" on his return from Woodville to Napier last week. He attended the Chamber of Commerce meeting that day, and moved for the appointment of a committee. In that the attention of the Minister for Public Works be called to the urgent necessity for finding the line of railway through the Sawmill road. <box>9 1166 137 1238</box>
ad-text: N.B.—No extra copies of Saturday's issue are printed. <box>562 578 690 594</box>
good-cheap-heading: GOOD AND CHEAP. <box>443 104 533 113</box>
article-text: One of the greatest bug-bears to the progress of settlement in the county lying between Woodville and Pahiatua is the Wellington Corporation. They have a large endowment there which ought to have been settled long ago. The Mayor of Wellington is a Mr Fisher, who is avowedly a man of liberal principles. What reason is there to be urged for the sale of this endowment, as said the Corporation would hold it until it became more valuable. Good offers have been made for this land in the past. The body now has the large and good land. <box>9 833 137 952</box>
article-text: To-day is the great opening ceremony in connection with the new Masonic Hall at Wanganui. <box>285 618 414 641</box>
article-text: (UNITED PRESS ASSOCIATION.) PORT CHALMERS, April 17. The Tongariro arrived at Port Chalmers this morning. The passage occupied 41 days actual steaming time. She has 80 saloon and 158 second and third class passengers. Sir John and Lady and Miss Vogel are among the passengers. <box>285 399 414 462</box>
ad-text: Conditions and particulars may be seen on application to the Secretary, at the Board's office. Parties wishing to be guided to the land are requested to rendezvous at the Warrengate Mill, near Fordell, on FRIDAY, the 18th inst., at 11.30 a.m., where they will be met by Mr James W. Baker, who will accompany them. A. A. BROWNE, Secretary. Wanganui, March 26, 1884. <box>562 104 690 184</box>
ad-text: PERSONS wanting Photographs copied to Oil Paintings have now a rare opportunity, as Herr Pong, at the Royal Hotel, Palmerston North, is sending a quantity to China, to be copied in oil, size 24 x 18, at £2 each. Persons wishing any done in oil will please call at the Royal Hotel before the end of next week. <box>562 808 690 880</box>
ad-text: SATURDAY, 19th APRIL. Mr G. M. Snelson will sell at the People's Mart, oleographs, clothing, effects, merchandise, &c. TUESDAY, 22nd APRIL. Messrs Stevens & Gorton's stock sale at Awahuri Sale Yards. Sale at 1 p.m. <box>427 39 548 95</box>
article-text: The provisions of the Licensing Act were again evaded at the Wellington Magistrate's Court recently by three members of the Legislature—the Hon G. M. Waterhouse, Mr W. Hutchison, M.H.R., and Mr Edward Shaw, M.H.R. The particular portion of the Act referred to was that enabling publicans to supply liquor at all times to lodgers. <box>285 1132 414 1203</box>
for-melbourne: For Melbourne via South. <box>32 401 113 409</box>
cheap-advertising-heading: CHEAP ADVERTISING. <box>998 36 1084 45</box>
article-text: Scully's claim for £300, refund of deposit, v. Wellington-Manawatu Railway Company, has been gained against the Company, together with £500 damages. <box>285 695 414 735</box>
good-paddocking: GOOD PADDOCKING. <box>868 285 938 293</box>
julius-vogel-heading: Sir Julius Vogel. <box>319 299 380 308</box>
